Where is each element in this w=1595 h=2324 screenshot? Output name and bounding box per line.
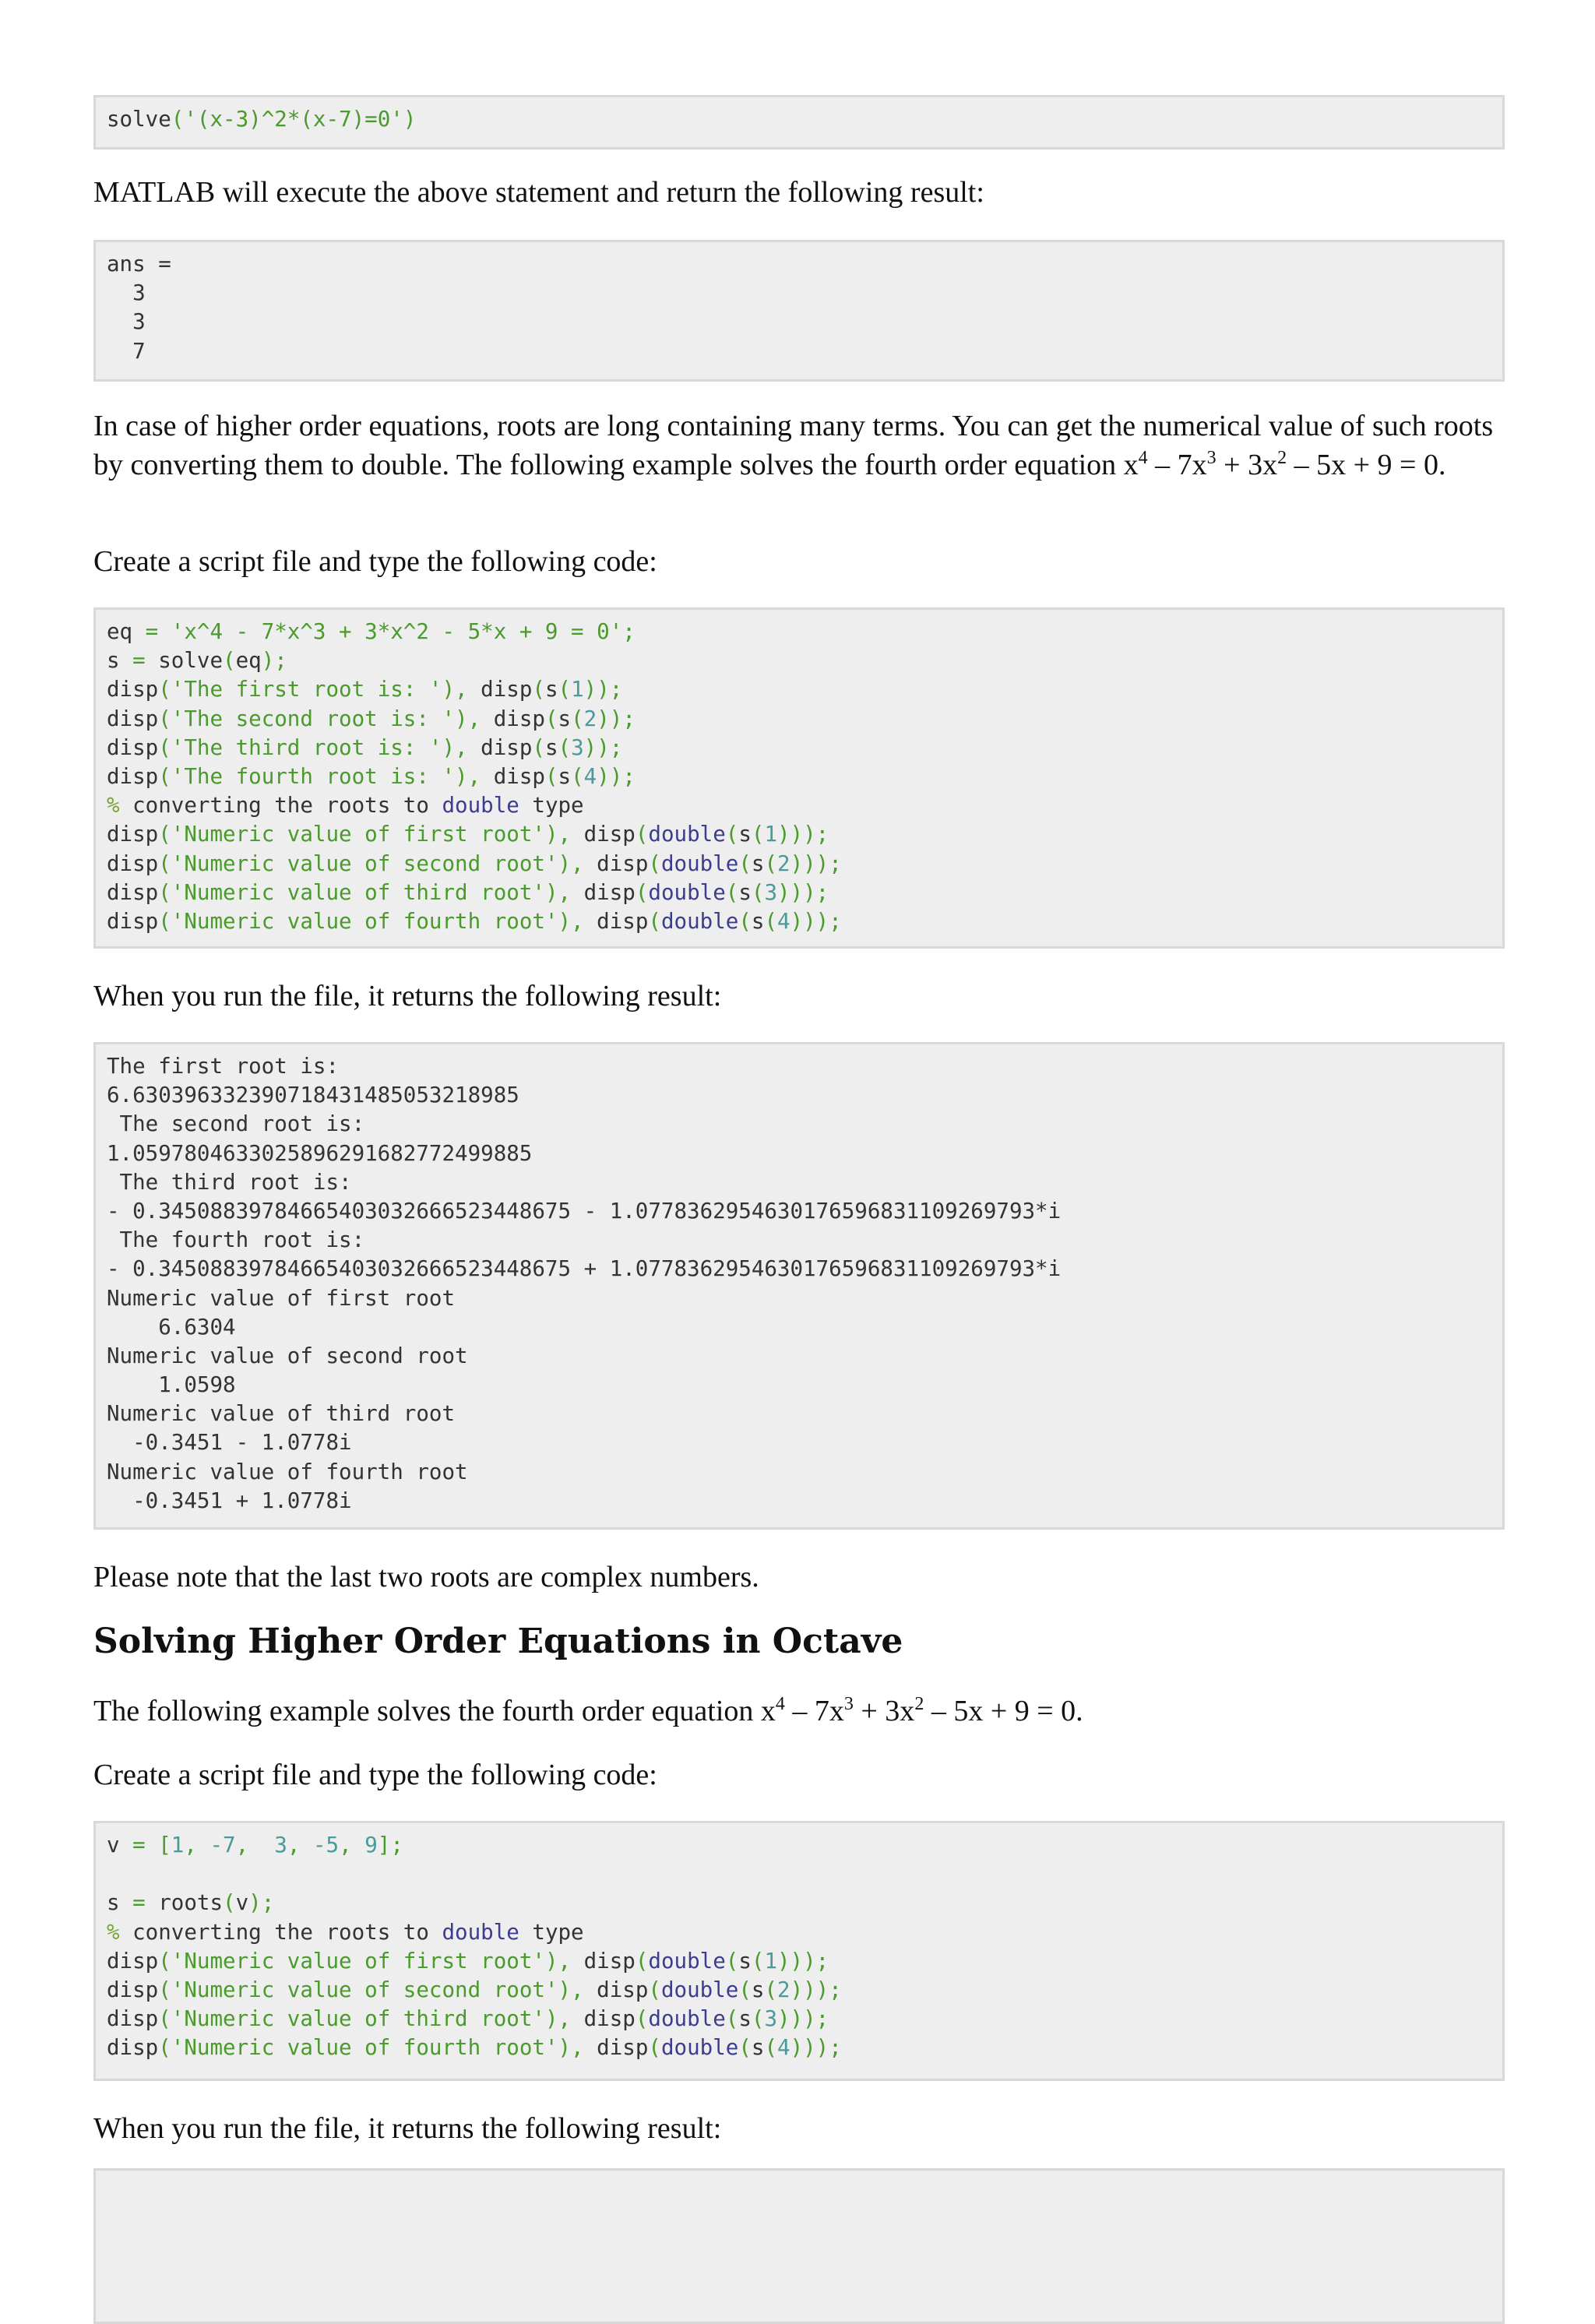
code-line bbox=[107, 1400, 1491, 1428]
code-token: disp bbox=[597, 2035, 649, 2061]
code-token: ), bbox=[558, 850, 597, 876]
code-token: double bbox=[442, 1919, 519, 1945]
code-token: 4 bbox=[777, 908, 790, 934]
code-token: ( bbox=[738, 2035, 752, 2061]
code-token: disp bbox=[107, 677, 159, 702]
code-token: ( bbox=[158, 850, 171, 876]
code-token: 'The second root is: ' bbox=[171, 706, 456, 731]
code-token: ( bbox=[544, 763, 558, 789]
code-token: Numeric value of first root bbox=[107, 1285, 456, 1311]
code-line bbox=[107, 1428, 1491, 1457]
code-token: ( bbox=[751, 822, 765, 847]
code-token: , bbox=[184, 1833, 210, 1857]
code-token: disp bbox=[107, 1948, 159, 1974]
code-token: ( bbox=[751, 1948, 765, 1974]
code-token: ), bbox=[442, 734, 481, 760]
code-token: ), bbox=[544, 2006, 584, 2032]
paragraph-create-script-1: Create a script file and type the following code: bbox=[93, 545, 657, 578]
code-line bbox=[107, 1052, 1491, 1081]
code-token: 'x^4 - 7*x^3 + 3*x^2 - 5*x + 9 = 0' bbox=[171, 619, 623, 644]
code-line bbox=[107, 762, 1491, 791]
code-token: ), bbox=[558, 908, 597, 934]
paragraph-run-result-1: When you run the file, it returns the following result: bbox=[93, 980, 722, 1012]
code-token: disp bbox=[597, 1977, 649, 2002]
code-line bbox=[107, 1139, 1491, 1168]
code-token: s bbox=[751, 908, 765, 934]
code-token: ( bbox=[764, 2035, 777, 2061]
code-token: converting the roots to bbox=[132, 793, 442, 819]
paragraph-octave-text: The following example solves the fourth order equation x bbox=[93, 1695, 776, 1727]
code-token: ( bbox=[158, 677, 171, 702]
code-token: double bbox=[648, 879, 726, 905]
code-token: double bbox=[648, 822, 726, 847]
code-token: -7 bbox=[209, 1833, 236, 1857]
code-line bbox=[107, 734, 1491, 762]
superscript-4: 4 bbox=[775, 1694, 785, 1714]
code-token: ), bbox=[455, 706, 494, 731]
code-token: s bbox=[738, 822, 752, 847]
code-token: ( bbox=[764, 1977, 777, 2002]
code-token: ))); bbox=[777, 2006, 829, 2032]
code-line bbox=[107, 1284, 1491, 1313]
code-token: ( bbox=[635, 879, 649, 905]
code-token: - 0.34508839784665403032666523448675 + 1.0778362954630176596831109269793*i bbox=[107, 1256, 1062, 1282]
code-token: s bbox=[558, 706, 572, 731]
code-token: % bbox=[107, 1919, 133, 1945]
code-token: 'Numeric value of second root' bbox=[171, 850, 558, 876]
output-block-roots bbox=[93, 1042, 1505, 1530]
code-token: )); bbox=[597, 706, 636, 731]
code-block-solve bbox=[93, 95, 1505, 150]
code-line bbox=[107, 1860, 1491, 1889]
code-token: ), bbox=[544, 822, 584, 847]
code-token: double bbox=[660, 908, 739, 934]
code-token: ( bbox=[158, 879, 171, 905]
code-line bbox=[107, 1831, 1491, 1860]
code-token: ))); bbox=[790, 2035, 842, 2061]
code-line bbox=[107, 1168, 1491, 1197]
code-line bbox=[107, 1313, 1491, 1342]
code-line bbox=[107, 1458, 1491, 1487]
code-token: s bbox=[751, 1977, 765, 2002]
paragraph-run-result-2: When you run the file, it returns the following result: bbox=[93, 2112, 722, 2145]
code-token: ; bbox=[622, 619, 636, 644]
code-line bbox=[107, 879, 1491, 907]
code-token: -5 bbox=[312, 1833, 340, 1857]
code-token: ( bbox=[725, 822, 739, 847]
code-line bbox=[107, 279, 1491, 308]
code-token: 1 bbox=[764, 822, 777, 847]
code-token: ( bbox=[158, 2006, 171, 2032]
code-token: = [ bbox=[132, 1833, 171, 1857]
code-line bbox=[107, 705, 1491, 734]
code-line bbox=[107, 250, 1491, 279]
code-token: disp bbox=[107, 850, 159, 876]
code-token: disp bbox=[107, 1977, 159, 2002]
code-token: 3 bbox=[571, 734, 584, 760]
code-token: ), bbox=[455, 763, 494, 789]
code-token: ))); bbox=[777, 1948, 829, 1974]
code-token: (' bbox=[171, 107, 197, 132]
code-line bbox=[107, 1487, 1491, 1516]
equation-part: – 5x + 9 = 0. bbox=[1287, 449, 1446, 481]
code-line bbox=[107, 1976, 1491, 2005]
code-token: disp bbox=[493, 706, 545, 731]
code-token: double bbox=[660, 1977, 739, 2002]
code-token: type bbox=[519, 1919, 584, 1945]
code-token: ( bbox=[648, 1977, 661, 2002]
equation-part: – 5x + 9 = 0. bbox=[924, 1695, 1083, 1727]
code-token: disp bbox=[107, 2006, 159, 2032]
code-token: disp bbox=[597, 908, 649, 934]
code-token: 'The fourth root is: ' bbox=[171, 763, 456, 789]
code-token: ); bbox=[261, 648, 287, 674]
code-token: 3 bbox=[764, 879, 777, 905]
code-token: 4 bbox=[583, 763, 597, 789]
code-token: 4 bbox=[777, 2035, 790, 2061]
code-token: double bbox=[442, 793, 519, 819]
code-token: v bbox=[107, 1833, 133, 1857]
section-heading-octave: Solving Higher Order Equations in Octave bbox=[93, 1622, 903, 1661]
code-token: 1 bbox=[571, 677, 584, 702]
code-token: ( bbox=[738, 1977, 752, 2002]
code-token: disp bbox=[583, 2006, 636, 2032]
code-token: double bbox=[648, 1948, 726, 1974]
code-token: ))); bbox=[790, 850, 842, 876]
paragraph-octave-example bbox=[93, 1692, 1505, 1731]
code-line bbox=[107, 791, 1491, 820]
code-token: eq bbox=[235, 648, 262, 674]
code-line bbox=[107, 308, 1491, 336]
code-token: s bbox=[738, 1948, 752, 1974]
code-token: 'The third root is: ' bbox=[171, 734, 442, 760]
code-token: ( bbox=[223, 1890, 236, 1916]
code-token: solve bbox=[107, 107, 171, 132]
code-token: 2 bbox=[777, 1977, 790, 2002]
code-token: s bbox=[107, 1890, 133, 1916]
code-token: 3 bbox=[107, 280, 146, 306]
code-token: )); bbox=[597, 763, 636, 789]
code-line bbox=[107, 1197, 1491, 1226]
code-token: ), bbox=[558, 2035, 597, 2061]
code-token: 2 bbox=[583, 706, 597, 731]
code-block-solve-eq bbox=[93, 607, 1505, 949]
superscript-2: 2 bbox=[1277, 448, 1287, 468]
paragraph-higher-order-text: In case of higher order equations, roots are long containing many terms. You can get the numerical value of such roots by converting them to double. The following example solves the fourth order equation x bbox=[93, 410, 1494, 481]
code-token: ))); bbox=[777, 879, 829, 905]
code-line bbox=[107, 2034, 1491, 2062]
code-token: 'Numeric value of third root' bbox=[171, 879, 545, 905]
paragraph-complex-note: Please note that the last two roots are complex numbers. bbox=[93, 1561, 759, 1593]
code-token: ), bbox=[544, 879, 584, 905]
code-token: ( bbox=[648, 2035, 661, 2061]
code-token: 'Numeric value of first root' bbox=[171, 1948, 545, 1974]
code-token: - 0.34508839784665403032666523448675 - 1.0778362954630176596831109269793*i bbox=[107, 1198, 1062, 1224]
code-token: ( bbox=[635, 1948, 649, 1974]
code-token: 'The first root is: ' bbox=[171, 677, 442, 702]
code-token: 9 bbox=[364, 1833, 378, 1857]
code-token: , bbox=[235, 1833, 275, 1857]
code-token: The third root is: bbox=[107, 1169, 352, 1195]
code-token: , bbox=[339, 1833, 365, 1857]
code-token: double bbox=[660, 2035, 739, 2061]
code-token: disp bbox=[583, 822, 636, 847]
code-token: Numeric value of fourth root bbox=[107, 1459, 468, 1484]
code-token: -0.3451 - 1.0778i bbox=[107, 1430, 352, 1456]
code-token: ans = bbox=[107, 252, 171, 276]
code-token: ( bbox=[158, 734, 171, 760]
code-token: type bbox=[519, 793, 584, 819]
code-token: = bbox=[132, 1890, 159, 1916]
code-token: 1 bbox=[171, 1833, 185, 1857]
code-token: 1.0598 bbox=[107, 1372, 236, 1398]
code-token: roots bbox=[158, 1890, 224, 1916]
code-token: ( bbox=[751, 879, 765, 905]
code-token: 1.0597804633025896291682772499885 bbox=[107, 1140, 533, 1166]
code-token: ( bbox=[725, 879, 739, 905]
code-token: The second root is: bbox=[107, 1111, 365, 1137]
code-token: ( bbox=[544, 706, 558, 731]
code-token: ( bbox=[571, 706, 584, 731]
code-token: ), bbox=[558, 1977, 597, 2002]
code-token: ), bbox=[442, 677, 481, 702]
code-token: 2 bbox=[777, 850, 790, 876]
code-token: disp bbox=[493, 763, 545, 789]
code-token: disp bbox=[107, 908, 159, 934]
code-token: double bbox=[660, 850, 739, 876]
code-line bbox=[107, 1918, 1491, 1947]
code-token: disp bbox=[107, 706, 159, 731]
code-token: 7 bbox=[107, 338, 146, 364]
code-token: 'Numeric value of fourth root' bbox=[171, 2035, 558, 2061]
code-token: ( bbox=[635, 2006, 649, 2032]
code-token: disp bbox=[481, 677, 533, 702]
code-token: )); bbox=[583, 734, 623, 760]
superscript-2: 2 bbox=[914, 1694, 924, 1714]
code-line bbox=[107, 105, 1491, 134]
code-line bbox=[107, 907, 1491, 936]
code-token: % bbox=[107, 793, 133, 819]
code-token: disp bbox=[481, 734, 533, 760]
code-token: ))); bbox=[777, 822, 829, 847]
code-token: s bbox=[751, 2035, 765, 2061]
code-line bbox=[107, 1081, 1491, 1110]
code-token: 'Numeric value of first root' bbox=[171, 822, 545, 847]
paragraph-create-script-2: Create a script file and type the following code: bbox=[93, 1759, 657, 1791]
code-token: disp bbox=[107, 734, 159, 760]
code-line bbox=[107, 820, 1491, 849]
code-token: The fourth root is: bbox=[107, 1227, 365, 1253]
code-token: 6.630396332390718431485053218985 bbox=[107, 1083, 519, 1108]
code-token: ( bbox=[558, 734, 572, 760]
code-token: s bbox=[738, 2006, 752, 2032]
code-token: ))); bbox=[790, 1977, 842, 2002]
code-line bbox=[107, 850, 1491, 879]
code-line bbox=[107, 1255, 1491, 1283]
code-token: 1 bbox=[764, 1948, 777, 1974]
paragraph-matlab-exec: MATLAB will execute the above statement and return the following result: bbox=[93, 176, 984, 209]
superscript-3: 3 bbox=[1206, 448, 1216, 468]
code-token: v bbox=[235, 1890, 249, 1916]
code-token: ( bbox=[648, 908, 661, 934]
code-token: 'Numeric value of fourth root' bbox=[171, 908, 558, 934]
code-token: disp bbox=[107, 763, 159, 789]
code-line bbox=[107, 618, 1491, 646]
code-token: disp bbox=[107, 879, 159, 905]
code-token: ') bbox=[390, 107, 417, 132]
code-token: ( bbox=[532, 677, 545, 702]
code-token: Numeric value of third root bbox=[107, 1401, 456, 1427]
code-token: ( bbox=[158, 2035, 171, 2061]
code-token: )); bbox=[583, 677, 623, 702]
code-token: s bbox=[738, 879, 752, 905]
code-token: ( bbox=[751, 2006, 765, 2032]
code-token: ( bbox=[571, 763, 584, 789]
output-block-ans bbox=[93, 240, 1505, 382]
code-token: ( bbox=[532, 734, 545, 760]
code-token: ( bbox=[738, 850, 752, 876]
code-token: eq bbox=[107, 619, 146, 644]
output-block-truncated bbox=[93, 2168, 1505, 2324]
superscript-3: 3 bbox=[843, 1694, 854, 1714]
code-token: ( bbox=[158, 1977, 171, 2002]
code-line bbox=[107, 1110, 1491, 1139]
code-token: disp bbox=[107, 822, 159, 847]
code-token: ( bbox=[158, 763, 171, 789]
equation-part: + 3x bbox=[853, 1695, 915, 1727]
code-line bbox=[107, 1342, 1491, 1371]
code-token: ( bbox=[158, 822, 171, 847]
code-token: The first root is: bbox=[107, 1054, 340, 1079]
code-token: ( bbox=[635, 822, 649, 847]
code-token: ( bbox=[725, 2006, 739, 2032]
code-token: ))); bbox=[790, 908, 842, 934]
code-token: solve bbox=[158, 648, 224, 674]
equation-part: – 7x bbox=[784, 1695, 844, 1727]
code-token: ( bbox=[764, 850, 777, 876]
code-token: ( bbox=[725, 1948, 739, 1974]
code-token: ( bbox=[158, 706, 171, 731]
code-token: s bbox=[751, 850, 765, 876]
code-token: s bbox=[544, 734, 558, 760]
code-line bbox=[107, 2005, 1491, 2034]
code-token: , bbox=[287, 1833, 313, 1857]
code-token: 3 bbox=[107, 309, 146, 335]
code-token: ), bbox=[544, 1948, 584, 1974]
code-token: ( bbox=[158, 908, 171, 934]
code-token: 'Numeric value of second root' bbox=[171, 1977, 558, 2002]
code-token: disp bbox=[597, 850, 649, 876]
code-line bbox=[107, 675, 1491, 704]
code-block-octave-roots bbox=[93, 1821, 1505, 2081]
code-token: 6.6304 bbox=[107, 1314, 236, 1340]
code-token: ( bbox=[738, 908, 752, 934]
code-token: s bbox=[544, 677, 558, 702]
code-token: = bbox=[132, 648, 159, 674]
code-token: converting the roots to bbox=[132, 1919, 442, 1945]
code-token: 3 bbox=[274, 1833, 287, 1857]
equation-part: + 3x bbox=[1216, 449, 1278, 481]
paragraph-higher-order bbox=[93, 407, 1505, 484]
code-token: disp bbox=[583, 879, 636, 905]
code-token: ( bbox=[764, 908, 777, 934]
code-token: 3 bbox=[764, 2006, 777, 2032]
code-token: disp bbox=[107, 2035, 159, 2061]
code-token: = bbox=[145, 619, 171, 644]
code-token: -0.3451 + 1.0778i bbox=[107, 1488, 352, 1513]
code-token: disp bbox=[583, 1948, 636, 1974]
code-line bbox=[107, 1947, 1491, 1976]
code-token: s bbox=[558, 763, 572, 789]
code-token: (x-3)^2*(x-7)=0 bbox=[196, 107, 391, 132]
code-token: ( bbox=[158, 1948, 171, 1974]
code-token: ); bbox=[248, 1890, 275, 1916]
code-line bbox=[107, 646, 1491, 675]
code-line bbox=[107, 1889, 1491, 1917]
code-token: ( bbox=[223, 648, 236, 674]
equation-part: – 7x bbox=[1147, 449, 1207, 481]
code-line bbox=[107, 337, 1491, 366]
code-token: ( bbox=[648, 850, 661, 876]
code-token: ( bbox=[558, 677, 572, 702]
superscript-4: 4 bbox=[1138, 448, 1148, 468]
code-token: s bbox=[107, 648, 133, 674]
code-token: Numeric value of second root bbox=[107, 1343, 468, 1368]
code-token: 'Numeric value of third root' bbox=[171, 2006, 545, 2032]
code-line bbox=[107, 1226, 1491, 1255]
code-token: ]; bbox=[377, 1833, 403, 1857]
code-token: double bbox=[648, 2006, 726, 2032]
code-line bbox=[107, 1371, 1491, 1400]
